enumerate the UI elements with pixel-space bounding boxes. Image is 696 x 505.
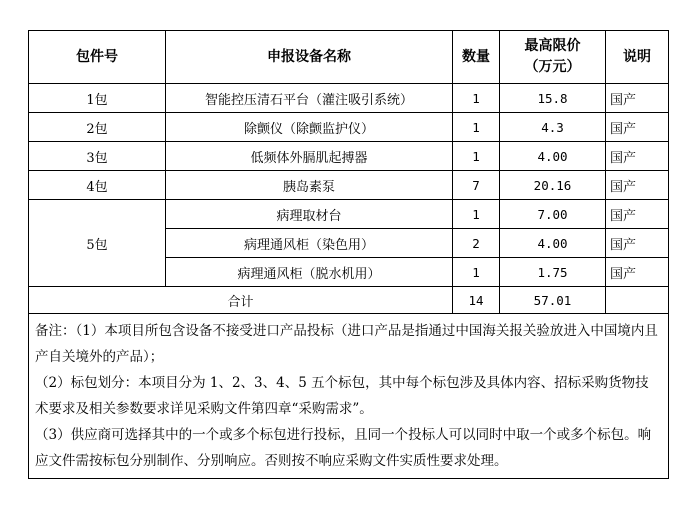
package-cell: 5包: [29, 200, 166, 287]
price-cell: 1.75: [500, 258, 606, 287]
total-quantity: 14: [453, 287, 500, 314]
header-max-price-line2: （万元）: [524, 59, 581, 75]
total-price: 57.01: [500, 287, 606, 314]
quantity-cell: 1: [453, 258, 500, 287]
equipment-name-cell: 病理通风柜（染色用）: [166, 229, 453, 258]
equipment-name-cell: 胰岛素泵: [166, 171, 453, 200]
price-cell: 7.00: [500, 200, 606, 229]
note-3: （3）供应商可选择其中的一个或多个标包进行投标，且同一个投标人可以同时中取一个或多个标包。响应文件需按标包分别制作、分别响应。否则按不响应采购文件实质性要求处理。: [35, 427, 652, 469]
quantity-cell: 1: [453, 113, 500, 142]
quantity-cell: 7: [453, 171, 500, 200]
price-cell: 4.3: [500, 113, 606, 142]
quantity-cell: 1: [453, 200, 500, 229]
equipment-name-cell: 智能控压清石平台（灌注吸引系统）: [166, 84, 453, 113]
price-cell: 4.00: [500, 142, 606, 171]
notes-row: [29, 314, 669, 479]
note-cell: 国产: [606, 142, 669, 171]
equipment-name-cell: 低频体外膈肌起搏器: [166, 142, 453, 171]
equipment-table: [28, 30, 669, 479]
header-package: 包件号: [29, 31, 166, 84]
price-cell: 15.8: [500, 84, 606, 113]
price-cell: 20.16: [500, 171, 606, 200]
note-cell: 国产: [606, 84, 669, 113]
table-row: [29, 171, 669, 200]
header-note: 说明: [606, 31, 669, 84]
note-2: （2）标包划分：本项目分为 1、2、3、4、5 五个标包，其中每个标包涉及具体内容、招标采购货物技术要求及相关参数要求详见采购文件第四章“采购需求”。: [35, 375, 649, 417]
equipment-name-cell: 除颤仪（除颤监护仪）: [166, 113, 453, 142]
table-row: [29, 200, 669, 229]
table-row: [29, 142, 669, 171]
note-cell: 国产: [606, 258, 669, 287]
total-row: [29, 287, 669, 314]
package-cell: 3包: [29, 142, 166, 171]
package-cell: 1包: [29, 84, 166, 113]
table-row: [29, 113, 669, 142]
header-max-price: [500, 31, 606, 84]
note-cell: 国产: [606, 229, 669, 258]
quantity-cell: 1: [453, 142, 500, 171]
note-cell: 国产: [606, 171, 669, 200]
note-cell: 国产: [606, 113, 669, 142]
price-cell: 4.00: [500, 229, 606, 258]
quantity-cell: 1: [453, 84, 500, 113]
header-row: [29, 31, 669, 84]
header-equipment-name: 申报设备名称: [166, 31, 453, 84]
equipment-name-cell: 病理通风柜（脱水机用）: [166, 258, 453, 287]
note-1: 备注：（1）本项目所包含设备不接受进口产品投标（进口产品是指通过中国海关报关验放进入中国境内且产自关境外的产品）；: [35, 323, 658, 365]
equipment-name-cell: 病理取材台: [166, 200, 453, 229]
header-max-price-line1: 最高限价: [524, 38, 581, 54]
total-label: 合计: [29, 287, 453, 314]
package-cell: 2包: [29, 113, 166, 142]
total-note-empty: [606, 287, 669, 314]
notes-cell: [29, 314, 669, 479]
header-quantity: 数量: [453, 31, 500, 84]
table-row: [29, 84, 669, 113]
package-cell: 4包: [29, 171, 166, 200]
quantity-cell: 2: [453, 229, 500, 258]
note-cell: 国产: [606, 200, 669, 229]
